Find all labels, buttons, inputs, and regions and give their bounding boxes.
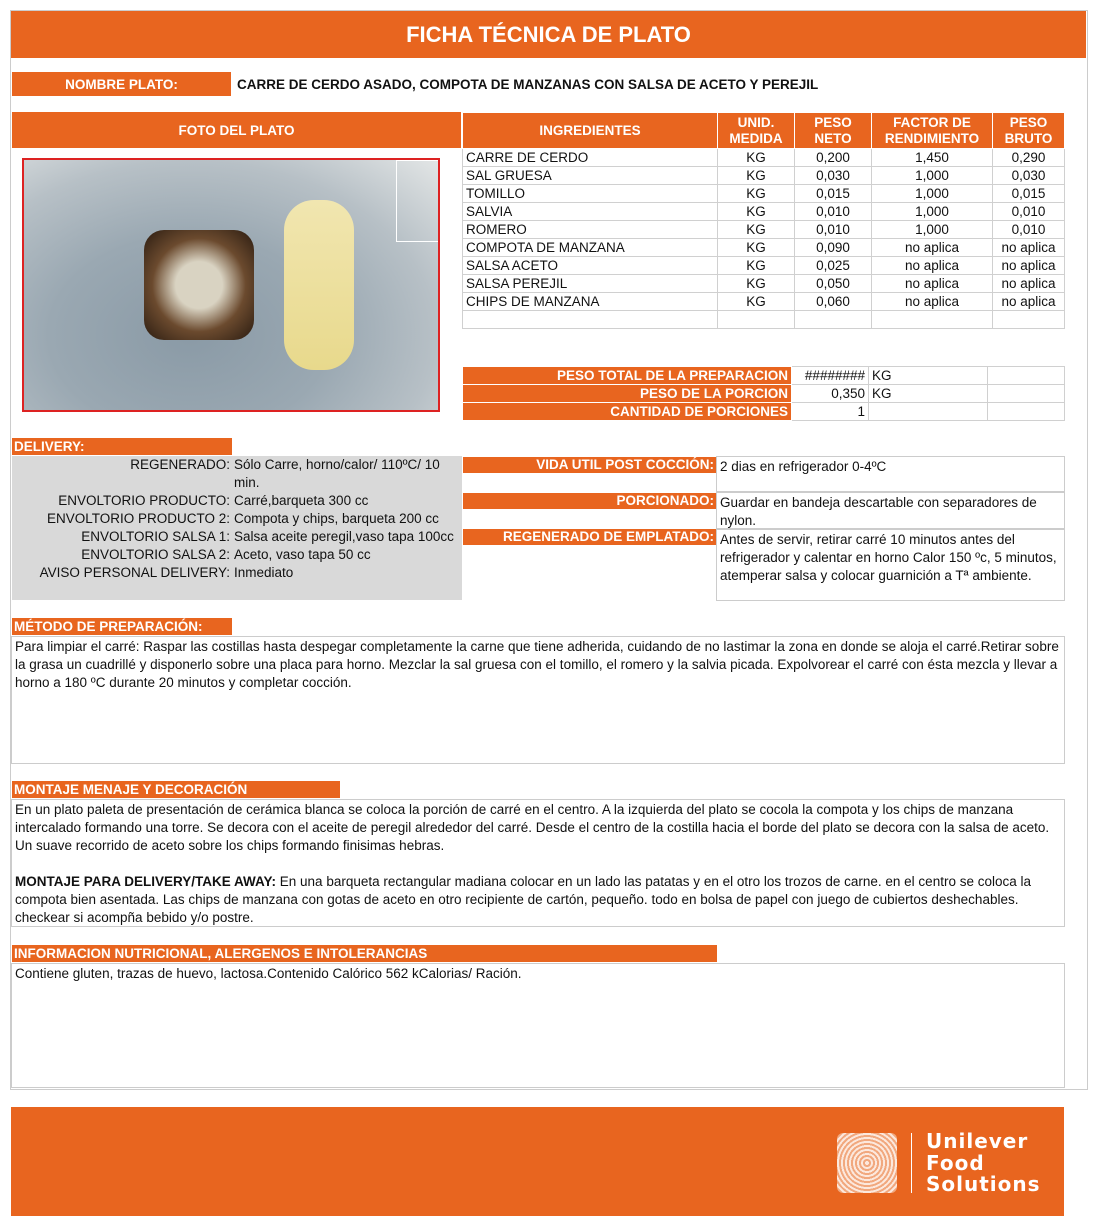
summary-label: PESO DE LA PORCION xyxy=(463,385,792,403)
col-unit: UNID. MEDIDA xyxy=(718,113,795,149)
summary-row xyxy=(463,385,1065,403)
ingredient-name: COMPOTA DE MANZANA xyxy=(463,239,718,257)
ingredient-row xyxy=(463,293,1065,311)
summary-unit xyxy=(869,403,988,421)
delivery-value: Compota y chips, barqueta 200 cc xyxy=(234,511,439,526)
summary-empty xyxy=(988,403,1065,421)
delivery-key: ENVOLTORIO SALSA 1: xyxy=(81,529,230,544)
yield-factor: 1,000 xyxy=(872,221,993,239)
summary-label: CANTIDAD DE PORCIONES xyxy=(463,403,792,421)
yield-factor: 1,000 xyxy=(872,167,993,185)
summary-unit: KG xyxy=(869,385,988,403)
summary-row xyxy=(463,403,1065,421)
yield-factor: 1,000 xyxy=(872,203,993,221)
brand-line1: Unilever xyxy=(926,1129,1029,1153)
gross-weight: 0,010 xyxy=(993,203,1065,221)
gross-weight: 0,015 xyxy=(993,185,1065,203)
yield-factor: no aplica xyxy=(872,293,993,311)
delivery-row xyxy=(12,564,462,582)
delivery-row xyxy=(12,546,462,564)
ingredient-row xyxy=(463,257,1065,275)
unit: KG xyxy=(718,221,795,239)
ingredient-name xyxy=(463,311,718,329)
summary-value: ######## xyxy=(792,367,869,385)
gross-weight: no aplica xyxy=(993,257,1065,275)
portioning-value: Guardar en bandeja descartable con separadores de nylon. xyxy=(716,492,1065,529)
ingredient-name: CARRE DE CERDO xyxy=(463,149,718,167)
ingredient-row xyxy=(463,239,1065,257)
yield-factor: no aplica xyxy=(872,275,993,293)
net-weight: 0,060 xyxy=(795,293,872,311)
unit: KG xyxy=(718,149,795,167)
net-weight: 0,015 xyxy=(795,185,872,203)
dish-photo xyxy=(22,158,440,412)
net-weight: 0,200 xyxy=(795,149,872,167)
delivery-panel xyxy=(12,456,462,600)
ingredient-row xyxy=(463,185,1065,203)
plating-header: MONTAJE MENAJE Y DECORACIÓN xyxy=(12,781,340,798)
col-yield-factor: FACTOR DE RENDIMIENTO xyxy=(872,113,993,149)
net-weight: 0,025 xyxy=(795,257,872,275)
unit: KG xyxy=(718,203,795,221)
col-gross-weight: PESO BRUTO xyxy=(993,113,1065,149)
gross-weight: 0,290 xyxy=(993,149,1065,167)
ingredient-row xyxy=(463,149,1065,167)
net-weight: 0,030 xyxy=(795,167,872,185)
summary-value: 1 xyxy=(792,403,869,421)
delivery-row xyxy=(12,456,462,492)
net-weight: 0,010 xyxy=(795,203,872,221)
unit: KG xyxy=(718,257,795,275)
delivery-key: REGENERADO: xyxy=(130,457,230,472)
unit xyxy=(718,311,795,329)
brand-line3: Solutions xyxy=(926,1172,1041,1196)
delivery-row xyxy=(12,492,462,510)
unit: KG xyxy=(718,185,795,203)
ingredient-name: SAL GRUESA xyxy=(463,167,718,185)
delivery-row xyxy=(12,528,462,546)
yield-factor: no aplica xyxy=(872,239,993,257)
gross-weight: no aplica xyxy=(993,275,1065,293)
ingredients-header xyxy=(463,113,1065,149)
dish-name-label: NOMBRE PLATO: xyxy=(12,72,231,96)
delivery-value: Inmediato xyxy=(234,565,294,580)
delivery-value: Sólo Carre, horno/calor/ 110ºC/ 10 min. xyxy=(234,457,440,490)
shelf-life-label: VIDA UTIL POST COCCIÓN: xyxy=(463,457,717,473)
ingredient-row xyxy=(463,275,1065,293)
net-weight: 0,050 xyxy=(795,275,872,293)
unit: KG xyxy=(718,293,795,311)
unilever-logo-icon xyxy=(837,1133,897,1193)
delivery-row xyxy=(12,510,462,528)
summary-row xyxy=(463,367,1065,385)
delivery-plating-text: En una barqueta rectangular madiana colocar en un lado las patatas y en el otro los trozos de carne. en el centro se coloca la compota bien asentada. Las chips de manzana con gotas de aceto en otro recipiente de cartón, pequeño. todo en bolsa de papel con juego de cubiertos deshechables. checkear si acompña bebido y/o postre. xyxy=(15,874,1031,925)
ingredient-row xyxy=(463,221,1065,239)
ingredient-row xyxy=(463,203,1065,221)
unit: KG xyxy=(718,239,795,257)
yield-factor: 1,450 xyxy=(872,149,993,167)
delivery-value: Carré,barqueta 300 cc xyxy=(234,493,369,508)
method-text: Para limpiar el carré: Raspar las costillas hasta despegar completamente la carne que tiene adherida, cuidando de no lastimar la zona en donde se aloja el carré.Retirar sobre la grasa un cuadrillé y disponerlo sobre una placa para horno. Mezclar la sal gruesa con el tomillo, el romero y la salvia picada. Expolvorear el carré con ésta mezcla y llevar a horno a 180 ºC durante 20 minutos y completar cocción. xyxy=(11,636,1065,764)
gross-weight xyxy=(993,311,1065,329)
yield-factor xyxy=(872,311,993,329)
summary-table xyxy=(462,366,1065,421)
summary-empty xyxy=(988,367,1065,385)
summary-value: 0,350 xyxy=(792,385,869,403)
ingredient-name: SALVIA xyxy=(463,203,718,221)
ingredient-row xyxy=(463,311,1065,329)
summary-unit: KG xyxy=(869,367,988,385)
net-weight: 0,090 xyxy=(795,239,872,257)
col-net-weight: PESO NETO xyxy=(795,113,872,149)
delivery-plating-label: MONTAJE PARA DELIVERY/TAKE AWAY: xyxy=(15,874,277,889)
nutrition-text: Contiene gluten, trazas de huevo, lactosa.Contenido Calórico 562 kCalorias/ Ración. xyxy=(11,963,1065,1088)
brand-name xyxy=(926,1131,1041,1196)
footer-band xyxy=(11,1107,1064,1216)
nutrition-header: INFORMACION NUTRICIONAL, ALERGENOS E INTOLERANCIAS xyxy=(12,945,717,962)
ingredient-name: SALSA ACETO xyxy=(463,257,718,275)
logo-divider xyxy=(911,1133,912,1193)
delivery-value: Salsa aceite peregil,vaso tapa 100cc xyxy=(234,529,454,544)
delivery-header: DELIVERY: xyxy=(12,438,232,455)
ingredient-name: SALSA PEREJIL xyxy=(463,275,718,293)
delivery-value: Aceto, vaso tapa 50 cc xyxy=(234,547,371,562)
gross-weight: no aplica xyxy=(993,239,1065,257)
dish-name-value: CARRE DE CERDO ASADO, COMPOTA DE MANZANAS CON SALSA DE ACETO Y PEREJIL xyxy=(237,77,819,92)
plating-panel xyxy=(11,799,1065,927)
summary-label: PESO TOTAL DE LA PREPARACION xyxy=(463,367,792,385)
gross-weight: 0,030 xyxy=(993,167,1065,185)
method-header: MÉTODO DE PREPARACIÓN: xyxy=(12,618,232,635)
ingredient-name: CHIPS DE MANZANA xyxy=(463,293,718,311)
portioning-label: PORCIONADO: xyxy=(463,493,717,509)
delivery-key: AVISO PERSONAL DELIVERY: xyxy=(39,565,230,580)
ingredient-name: ROMERO xyxy=(463,221,718,239)
plating-text: En un plato paleta de presentación de cerámica blanca se coloca la porción de carré en el centro. A la izquierda del plato se cocola la compota y los chips de manzana intercalado formando una torre. Se decora con el aceite de peregil alrededor del carré. Desde el centro de la costilla hacia el borde del plato se decora con la salsa de aceto. Un suave recorrido de aceto sobre los chips formando finisimas hebras. xyxy=(15,802,1050,853)
plating-regen-label: REGENERADO DE EMPLATADO: xyxy=(463,529,717,545)
gross-weight: no aplica xyxy=(993,293,1065,311)
ingredients-table xyxy=(462,112,1065,329)
col-ingredients: INGREDIENTES xyxy=(463,113,718,149)
photo-header: FOTO DEL PLATO xyxy=(12,112,461,148)
plating-regen-value: Antes de servir, retirar carré 10 minutos antes del refrigerador y calentar en horno Calor 150 ºc, 5 minutos, atemperar salsa y colocar guarnición a Tª ambiente. xyxy=(716,529,1065,601)
page-title: FICHA TÉCNICA DE PLATO xyxy=(11,11,1086,58)
brand-line2: Food xyxy=(926,1150,985,1175)
delivery-key: ENVOLTORIO SALSA 2: xyxy=(81,547,230,562)
unit: KG xyxy=(718,167,795,185)
yield-factor: no aplica xyxy=(872,257,993,275)
delivery-key: ENVOLTORIO PRODUCTO: xyxy=(58,493,230,508)
yield-factor: 1,000 xyxy=(872,185,993,203)
net-weight xyxy=(795,311,872,329)
net-weight: 0,010 xyxy=(795,221,872,239)
delivery-key: ENVOLTORIO PRODUCTO 2: xyxy=(46,511,230,526)
shelf-life-value: 2 dias en refrigerador 0-4ºC xyxy=(716,456,1065,492)
unit: KG xyxy=(718,275,795,293)
ingredient-name: TOMILLO xyxy=(463,185,718,203)
ingredient-row xyxy=(463,167,1065,185)
gross-weight: 0,010 xyxy=(993,221,1065,239)
summary-empty xyxy=(988,385,1065,403)
